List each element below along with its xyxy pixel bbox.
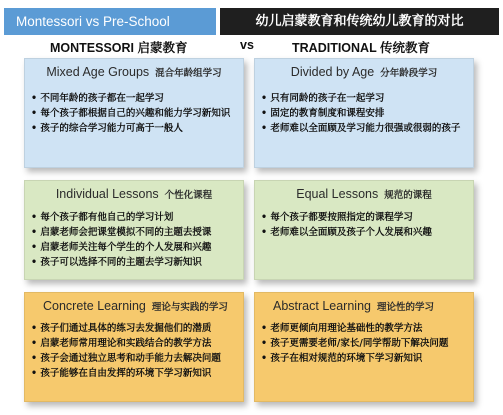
header-title-right: 幼儿启蒙教育和传统幼儿教育的对比 [220, 8, 499, 35]
card-title [255, 187, 473, 201]
list-item: • 启蒙老师会把课堂模拟不同的主题去授课 [31, 225, 239, 240]
list-item: • 老师难以全面顾及孩子个人发展和兴趣 [261, 225, 469, 240]
card-title [255, 65, 473, 79]
card-title-en: Concrete Learning [43, 299, 146, 313]
traditional-heading: TRADITIONAL 传统教育 [292, 41, 430, 55]
card-title-en: Abstract Learning [273, 299, 371, 313]
card-title-en: Equal Lessons [296, 187, 379, 201]
list-item: • 孩子会通过独立思考和动手能力去解决问题 [31, 351, 239, 366]
vs-label: vs [240, 38, 254, 52]
list-item: • 启蒙老师关注每个学生的个人发展和兴趣 [31, 240, 239, 255]
card-item-list [261, 91, 469, 136]
list-item: • 固定的教育制度和课程安排 [261, 106, 469, 121]
card-item-list [31, 321, 239, 381]
list-item: • 孩子更需要老师/家长/同学帮助下解决问题 [261, 336, 469, 351]
card-title-zh: 混合年龄组学习 [155, 68, 222, 79]
card-item-list [31, 91, 239, 136]
list-item: • 老师更倾向用理论基础性的教学方法 [261, 321, 469, 336]
card-title-zh: 分年龄段学习 [380, 68, 438, 79]
card-individual-lessons [24, 180, 244, 280]
card-title-zh: 理论性的学习 [376, 302, 434, 313]
card-title-zh: 规范的课程 [384, 190, 432, 201]
card-item-list [261, 321, 469, 366]
card-mixed-age-groups [24, 58, 244, 168]
card-title-en: Individual Lessons [55, 187, 159, 201]
card-title-en: Divided by Age [290, 65, 375, 79]
card-title-en: Mixed Age Groups [46, 65, 150, 79]
list-item: • 孩子可以选择不同的主题去学习新知识 [31, 255, 239, 270]
list-item: • 孩子的综合学习能力可高于一般人 [31, 121, 239, 136]
card-item-list [31, 210, 239, 270]
comparison-heading [0, 38, 503, 58]
montessori-heading: MONTESSORI 启蒙教育 [50, 41, 188, 55]
card-equal-lessons [254, 180, 474, 280]
header-title-left: Montessori vs Pre-School [4, 8, 216, 35]
card-abstract-learning [254, 292, 474, 402]
card-title [25, 187, 243, 201]
card-title-zh: 理论与实践的学习 [151, 302, 228, 313]
list-item: • 老师难以全面顾及学习能力很强或很弱的孩子 [261, 121, 469, 136]
list-item: • 孩子在相对规范的环境下学习新知识 [261, 351, 469, 366]
list-item: • 启蒙老师常用理论和实践结合的教学方法 [31, 336, 239, 351]
list-item: • 每个孩子都有他自己的学习计划 [31, 210, 239, 225]
card-title [25, 299, 243, 313]
list-item: • 只有同龄的孩子在一起学习 [261, 91, 469, 106]
card-title-zh: 个性化课程 [164, 190, 213, 201]
card-item-list [261, 210, 469, 240]
card-title [25, 65, 243, 79]
list-item: • 孩子们通过具体的练习去发掘他们的潜质 [31, 321, 239, 336]
card-divided-by-age [254, 58, 474, 168]
list-item: • 不同年龄的孩子都在一起学习 [31, 91, 239, 106]
list-item: • 孩子能够在自由发挥的环境下学习新知识 [31, 366, 239, 381]
card-title [255, 299, 473, 313]
card-concrete-learning [24, 292, 244, 402]
list-item: • 每个孩子都根据自己的兴趣和能力学习新知识 [31, 106, 239, 121]
list-item: • 每个孩子都要按照指定的课程学习 [261, 210, 469, 225]
